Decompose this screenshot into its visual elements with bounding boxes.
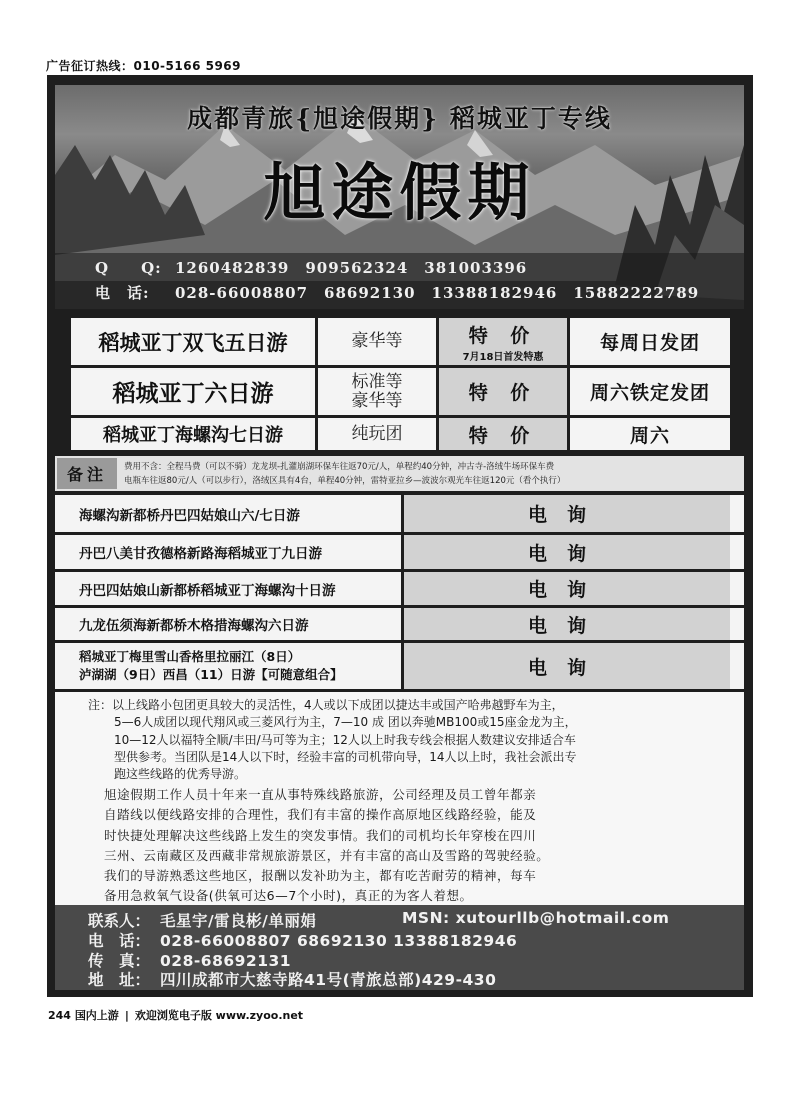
- route-name: 丹巴四姑娘山新都桥稻城亚丁海螺沟十日游: [55, 572, 401, 605]
- contact-address-line: [88, 968, 496, 990]
- contact-phone-line: [88, 929, 517, 951]
- contact-address-value: 四川成都市大慈寺路41号(青旅总部)429-430: [160, 971, 497, 989]
- qq-value: 1260482839 909562324 381003396: [175, 259, 528, 277]
- intro-line: 三州、云南藏区及西藏非常规旅游景区，并有丰富的高山及雪路的驾驶经验。: [104, 847, 550, 863]
- msn-label: MSN:: [402, 909, 450, 927]
- route-name: 九龙伍须海新都桥木格措海螺沟六日游: [55, 608, 401, 640]
- product-grade-cell: [318, 418, 436, 450]
- product-grade-cell: [318, 368, 436, 415]
- contact-person-line: [88, 909, 670, 931]
- contact-fax-label: 传 真：: [88, 952, 151, 970]
- note-line: 型供参考。当团队是14人以下时，经验丰富的司机带向导，14人以上时，我社会派出专: [114, 749, 577, 764]
- product-grade: 标准等: [351, 371, 403, 392]
- product-name-cell: [71, 418, 315, 450]
- qq-label: Q Q:: [95, 259, 162, 277]
- note-line: 注：以上线路小包团更具较大的灵活性，4人或以下成团以捷达丰或国产哈弗越野车为主，: [88, 698, 564, 712]
- product-name-cell: [71, 318, 315, 365]
- phone-value: 028-66008807 68692130 13388182946 15882222789: [175, 284, 700, 302]
- note-line: 5—6人成团以现代翔风或三菱风行为主，7—10 成 团以奔驰MB100或15座金龙为主，: [114, 715, 577, 730]
- remarks-line: 电瓶车往返80元/人（可以步行），洛绒区具有4台，单程40分钟，雷特亚拉乡—波波尔观光车往返120元（看个执行）: [124, 476, 566, 486]
- page-number: 244: [48, 1009, 71, 1022]
- separator: |: [124, 1009, 129, 1022]
- banner: [55, 85, 744, 309]
- product-name-cell: [71, 368, 315, 415]
- product-price-cell: [439, 368, 567, 415]
- contact-fax-value: 028-68692131: [160, 952, 292, 970]
- route-side: [730, 572, 744, 605]
- intro-line: 我们的导游熟悉这些地区，报酬以发补助为主，都有吃苦耐劳的精神，每车: [104, 868, 537, 884]
- intro-line: 备用急救氧气设备(供氧可达6—7个小时)，真正的为客人着想。: [104, 888, 473, 904]
- product-name: 稻城亚丁六日游: [112, 380, 274, 407]
- product-departure-cell: [570, 368, 730, 415]
- note-line: 跑这些线路的优秀导游。: [114, 767, 247, 782]
- product-departure: 周六铁定发团: [589, 382, 710, 404]
- product-price: 特 价: [468, 424, 538, 447]
- banner-subtitle: 成都青旅{旭途假期} 稻城亚丁专线: [187, 104, 612, 133]
- product-price: 特 价: [468, 382, 538, 404]
- product-price: 特 价: [468, 324, 538, 347]
- msn-value: xutourllb@hotmail.com: [455, 909, 670, 927]
- route-price: 电询: [404, 643, 730, 689]
- route-name-line: 稻城亚丁梅里雪山香格里拉丽江（8日）: [79, 649, 301, 664]
- phone-line: [95, 282, 699, 303]
- route-side: [730, 608, 744, 640]
- note-line: 10—12人以福特全顺/丰田/马可等为主；12人以上时我专线会根据人数建议安排适合车: [114, 732, 576, 747]
- banner-title: 旭途假期: [263, 156, 536, 229]
- route-side: [730, 643, 744, 689]
- route-side: [730, 495, 744, 532]
- route-price: 电询: [404, 495, 730, 532]
- route-name: 海螺沟新都桥丹巴四姑娘山六/七日游: [55, 495, 401, 532]
- page-site: 欢迎浏览电子版 www.zyoo.net: [134, 1009, 304, 1022]
- intro-line: 自踏线以便线路安排的合理性，我们有丰富的操作高原地区线路经验，能及: [104, 807, 537, 823]
- product-departure: 周六: [629, 424, 670, 447]
- product-price-note: 7月18日首发特惠: [462, 351, 544, 363]
- product-price-cell: [439, 318, 567, 365]
- route-name: 丹巴八美甘孜德格新路海稻城亚丁九日游: [55, 535, 401, 569]
- msn-block: [402, 909, 669, 927]
- route-price: 电询: [404, 535, 730, 569]
- remarks-line: 费用不含：全程马费（可以不骑）龙龙坝-扎灌崩湖环保车往返70元/人，单程约40分钟，冲古寺-洛绒牛场环保车费: [124, 462, 555, 472]
- product-name: 稻城亚丁海螺沟七日游: [103, 425, 283, 446]
- contact-phone-label: 电 话：: [88, 932, 151, 950]
- product-grade: 纯玩团: [351, 423, 403, 444]
- product-departure-cell: [570, 318, 730, 365]
- company-intro: [104, 785, 704, 907]
- intro-line: 时快捷处理解决这些线路上发生的突发事情。我们的司机均长年穿梭在四川: [104, 827, 537, 843]
- product-price-cell: [439, 418, 567, 450]
- vehicle-note: [88, 697, 718, 783]
- route-name-line: 泸湖湖（9日）西昌（11）日游【可随意组合】: [79, 667, 343, 682]
- route-price: 电询: [404, 572, 730, 605]
- qq-line: [95, 257, 527, 278]
- remarks-label: 备注: [57, 458, 117, 489]
- contact-person-value: 毛星宇/雷良彬/单丽娟: [160, 912, 317, 930]
- contact-person-label: 联系人：: [88, 912, 151, 930]
- product-departure: 每周日发团: [599, 332, 700, 354]
- ad-hotline: 广告征订热线：010-5166 5969: [46, 59, 242, 73]
- product-name: 稻城亚丁双飞五日游: [98, 329, 288, 355]
- product-grade: 豪华等: [351, 390, 403, 411]
- product-grade: 豪华等: [351, 331, 403, 351]
- page-footer: [48, 1007, 303, 1023]
- contact-address-label: 地 址：: [88, 971, 151, 989]
- route-side: [730, 535, 744, 569]
- intro-line: 旭途假期工作人员十年来一直从事特殊线路旅游，公司经理及员工曾年都亲: [104, 787, 537, 802]
- route-name: [55, 643, 401, 689]
- remarks-text: [124, 460, 736, 488]
- page-section: 国内上游: [74, 1009, 119, 1022]
- product-departure-cell: [570, 418, 730, 450]
- product-grade-cell: [318, 318, 436, 365]
- route-price: 电询: [404, 608, 730, 640]
- phone-label: 电 话:: [95, 284, 150, 302]
- contact-phone-value: 028-66008807 68692130 13388182946: [160, 932, 518, 950]
